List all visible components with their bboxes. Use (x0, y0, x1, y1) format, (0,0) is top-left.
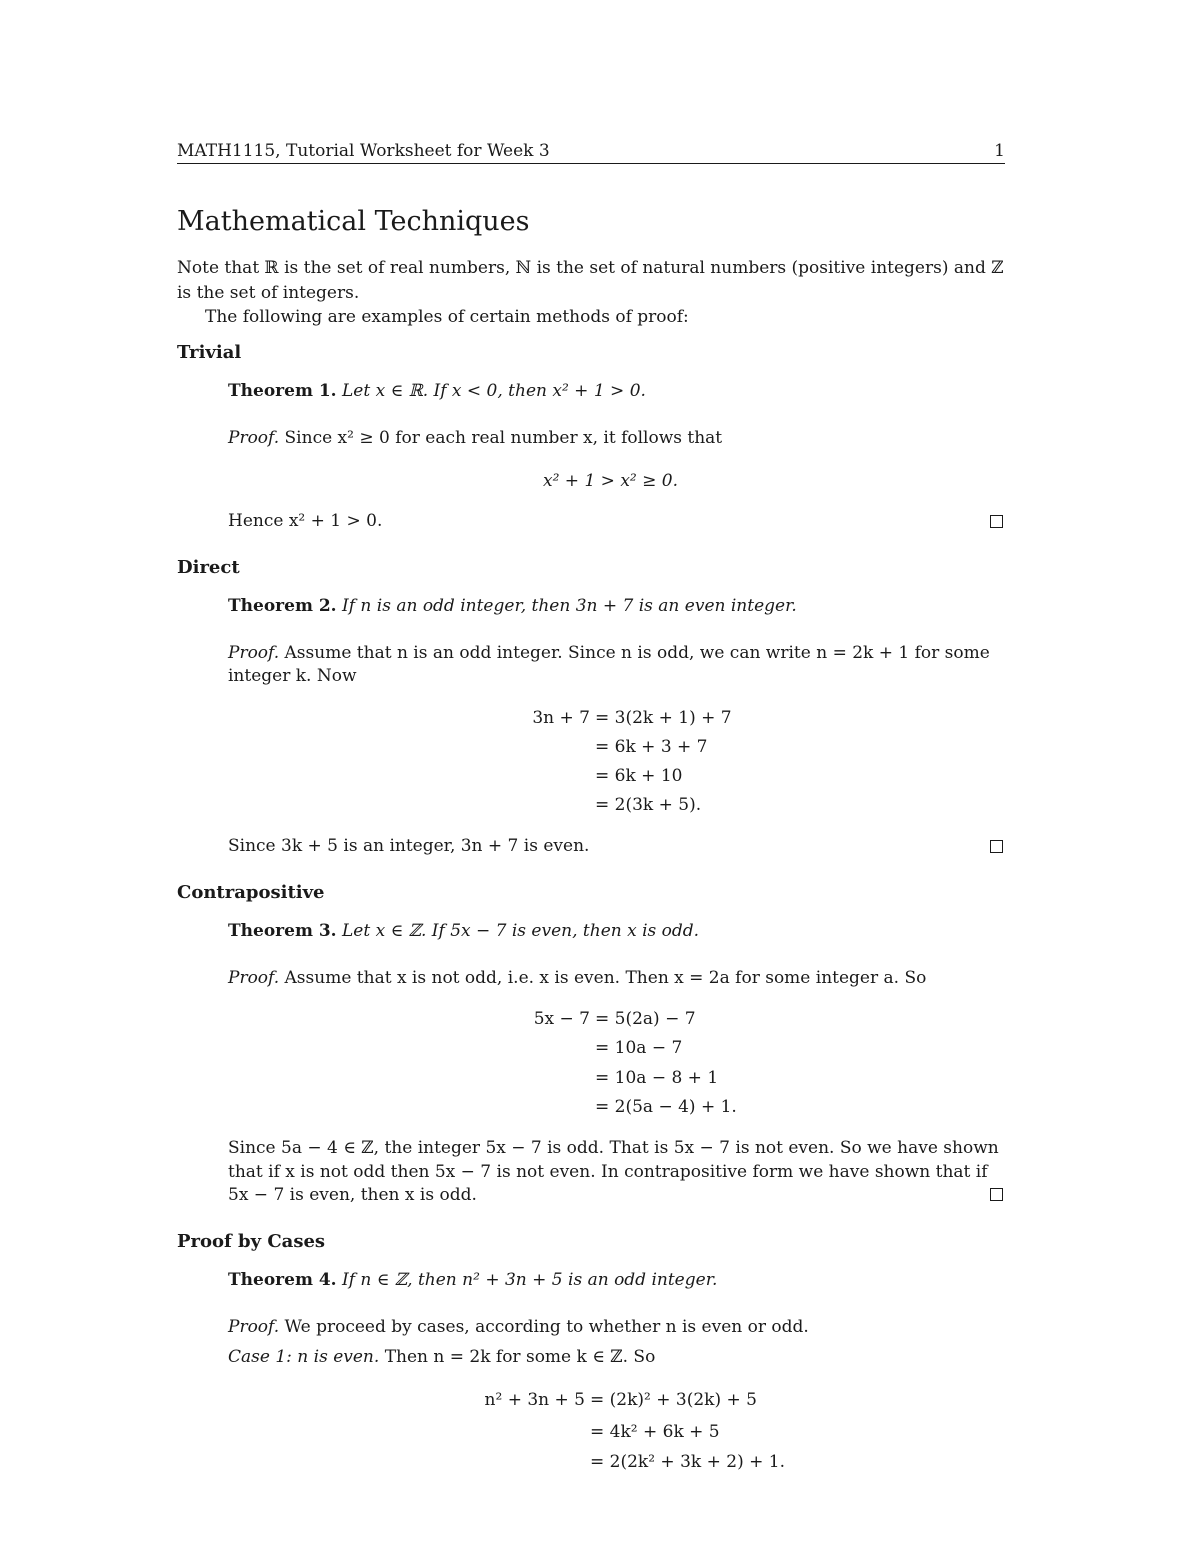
theorem-statement: Let x ∈ ℝ. If x < 0, then x² + 1 > 0. (342, 381, 646, 401)
equation-rhs: = (2k)² + 3(2k) + 5 (590, 1390, 757, 1410)
proof-label: Proof. (228, 1317, 280, 1337)
proof-text: Assume that n is an odd integer. Since n is odd, we can write n = 2k + 1 for some (284, 643, 990, 663)
theorem-label: Theorem 4. (228, 1270, 337, 1290)
equation-rhs: = 10a − 7 (595, 1038, 683, 1058)
equation-rhs: = 6k + 10 (595, 766, 683, 786)
theorem-label: Theorem 2. (228, 596, 337, 616)
equation-rhs: = 4k² + 6k + 5 (590, 1422, 720, 1442)
equation-rhs: = 2(3k + 5). (595, 795, 702, 815)
intro-line-2: is the set of integers. (177, 283, 360, 303)
equation-rhs: = 6k + 3 + 7 (595, 737, 708, 757)
qed-box (990, 1188, 1003, 1201)
theorem-label: Theorem 1. (228, 381, 337, 401)
theorem-2 (228, 596, 797, 616)
case-label: Case 1: n is even. (228, 1347, 380, 1367)
section-heading-trivial: Trivial (177, 342, 242, 363)
proof-3 (228, 968, 926, 988)
case-1 (228, 1347, 655, 1367)
proof-text: We proceed by cases, according to whether n is even or odd. (284, 1317, 809, 1337)
equation-rhs: = 10a − 8 + 1 (595, 1068, 719, 1088)
proof-label: Proof. (228, 968, 280, 988)
theorem-3 (228, 921, 699, 941)
proof-conclusion: Hence x² + 1 > 0. (228, 511, 383, 531)
equation-rhs: = 3(2k + 1) + 7 (595, 708, 732, 728)
proof-4 (228, 1317, 809, 1337)
equation-rhs: = 2(2k² + 3k + 2) + 1. (590, 1452, 785, 1472)
proof-2 (228, 643, 990, 663)
proof-text-continued: integer k. Now (228, 666, 357, 686)
proof-1 (228, 428, 722, 448)
equation-lhs: n² + 3n + 5 (484, 1390, 585, 1410)
proof-conclusion: Since 3k + 5 is an integer, 3n + 7 is even. (228, 836, 590, 856)
qed-box (990, 515, 1003, 528)
equation-rhs: = 5(2a) − 7 (595, 1009, 696, 1029)
theorem-statement: If n ∈ ℤ, then n² + 3n + 5 is an odd integer. (342, 1270, 718, 1290)
proof-label: Proof. (228, 643, 280, 663)
theorem-1 (228, 381, 646, 401)
page-number: 1 (994, 141, 1005, 161)
proof-conclusion-line-3: 5x − 7 is even, then x is odd. (228, 1185, 477, 1205)
theorem-label: Theorem 3. (228, 921, 337, 941)
equation-rhs: = 2(5a − 4) + 1. (595, 1097, 737, 1117)
section-heading-cases: Proof by Cases (177, 1231, 326, 1252)
theorem-statement: If n is an odd integer, then 3n + 7 is an even integer. (342, 596, 797, 616)
proof-label: Proof. (228, 428, 280, 448)
display-equation: x² + 1 > x² ≥ 0. (543, 471, 678, 491)
proof-conclusion-line-1: Since 5a − 4 ∈ ℤ, the integer 5x − 7 is odd. That is 5x − 7 is not even. So we have shown (228, 1138, 999, 1158)
intro-line-1: Note that ℝ is the set of real numbers, ℕ is the set of natural numbers (positive integers) and ℤ (177, 258, 1004, 278)
running-header: MATH1115, Tutorial Worksheet for Week 3 (177, 141, 550, 161)
theorem-4 (228, 1270, 717, 1290)
intro-line-3: The following are examples of certain methods of proof: (205, 307, 689, 327)
case-text: Then n = 2k for some k ∈ ℤ. So (384, 1347, 656, 1367)
section-heading-direct: Direct (177, 557, 240, 578)
header-rule (177, 163, 1005, 164)
equation-lhs: 3n + 7 (532, 708, 590, 728)
section-heading-contrapositive: Contrapositive (177, 882, 325, 903)
proof-text: Since x² ≥ 0 for each real number x, it follows that (284, 428, 723, 448)
qed-box (990, 840, 1003, 853)
document-title: Mathematical Techniques (177, 206, 530, 237)
proof-conclusion-line-2: that if x is not odd then 5x − 7 is not even. In contrapositive form we have shown that if (228, 1162, 988, 1182)
proof-text: Assume that x is not odd, i.e. x is even. Then x = 2a for some integer a. So (284, 968, 927, 988)
equation-lhs: 5x − 7 (533, 1009, 590, 1029)
theorem-statement: Let x ∈ ℤ. If 5x − 7 is even, then x is odd. (342, 921, 700, 941)
